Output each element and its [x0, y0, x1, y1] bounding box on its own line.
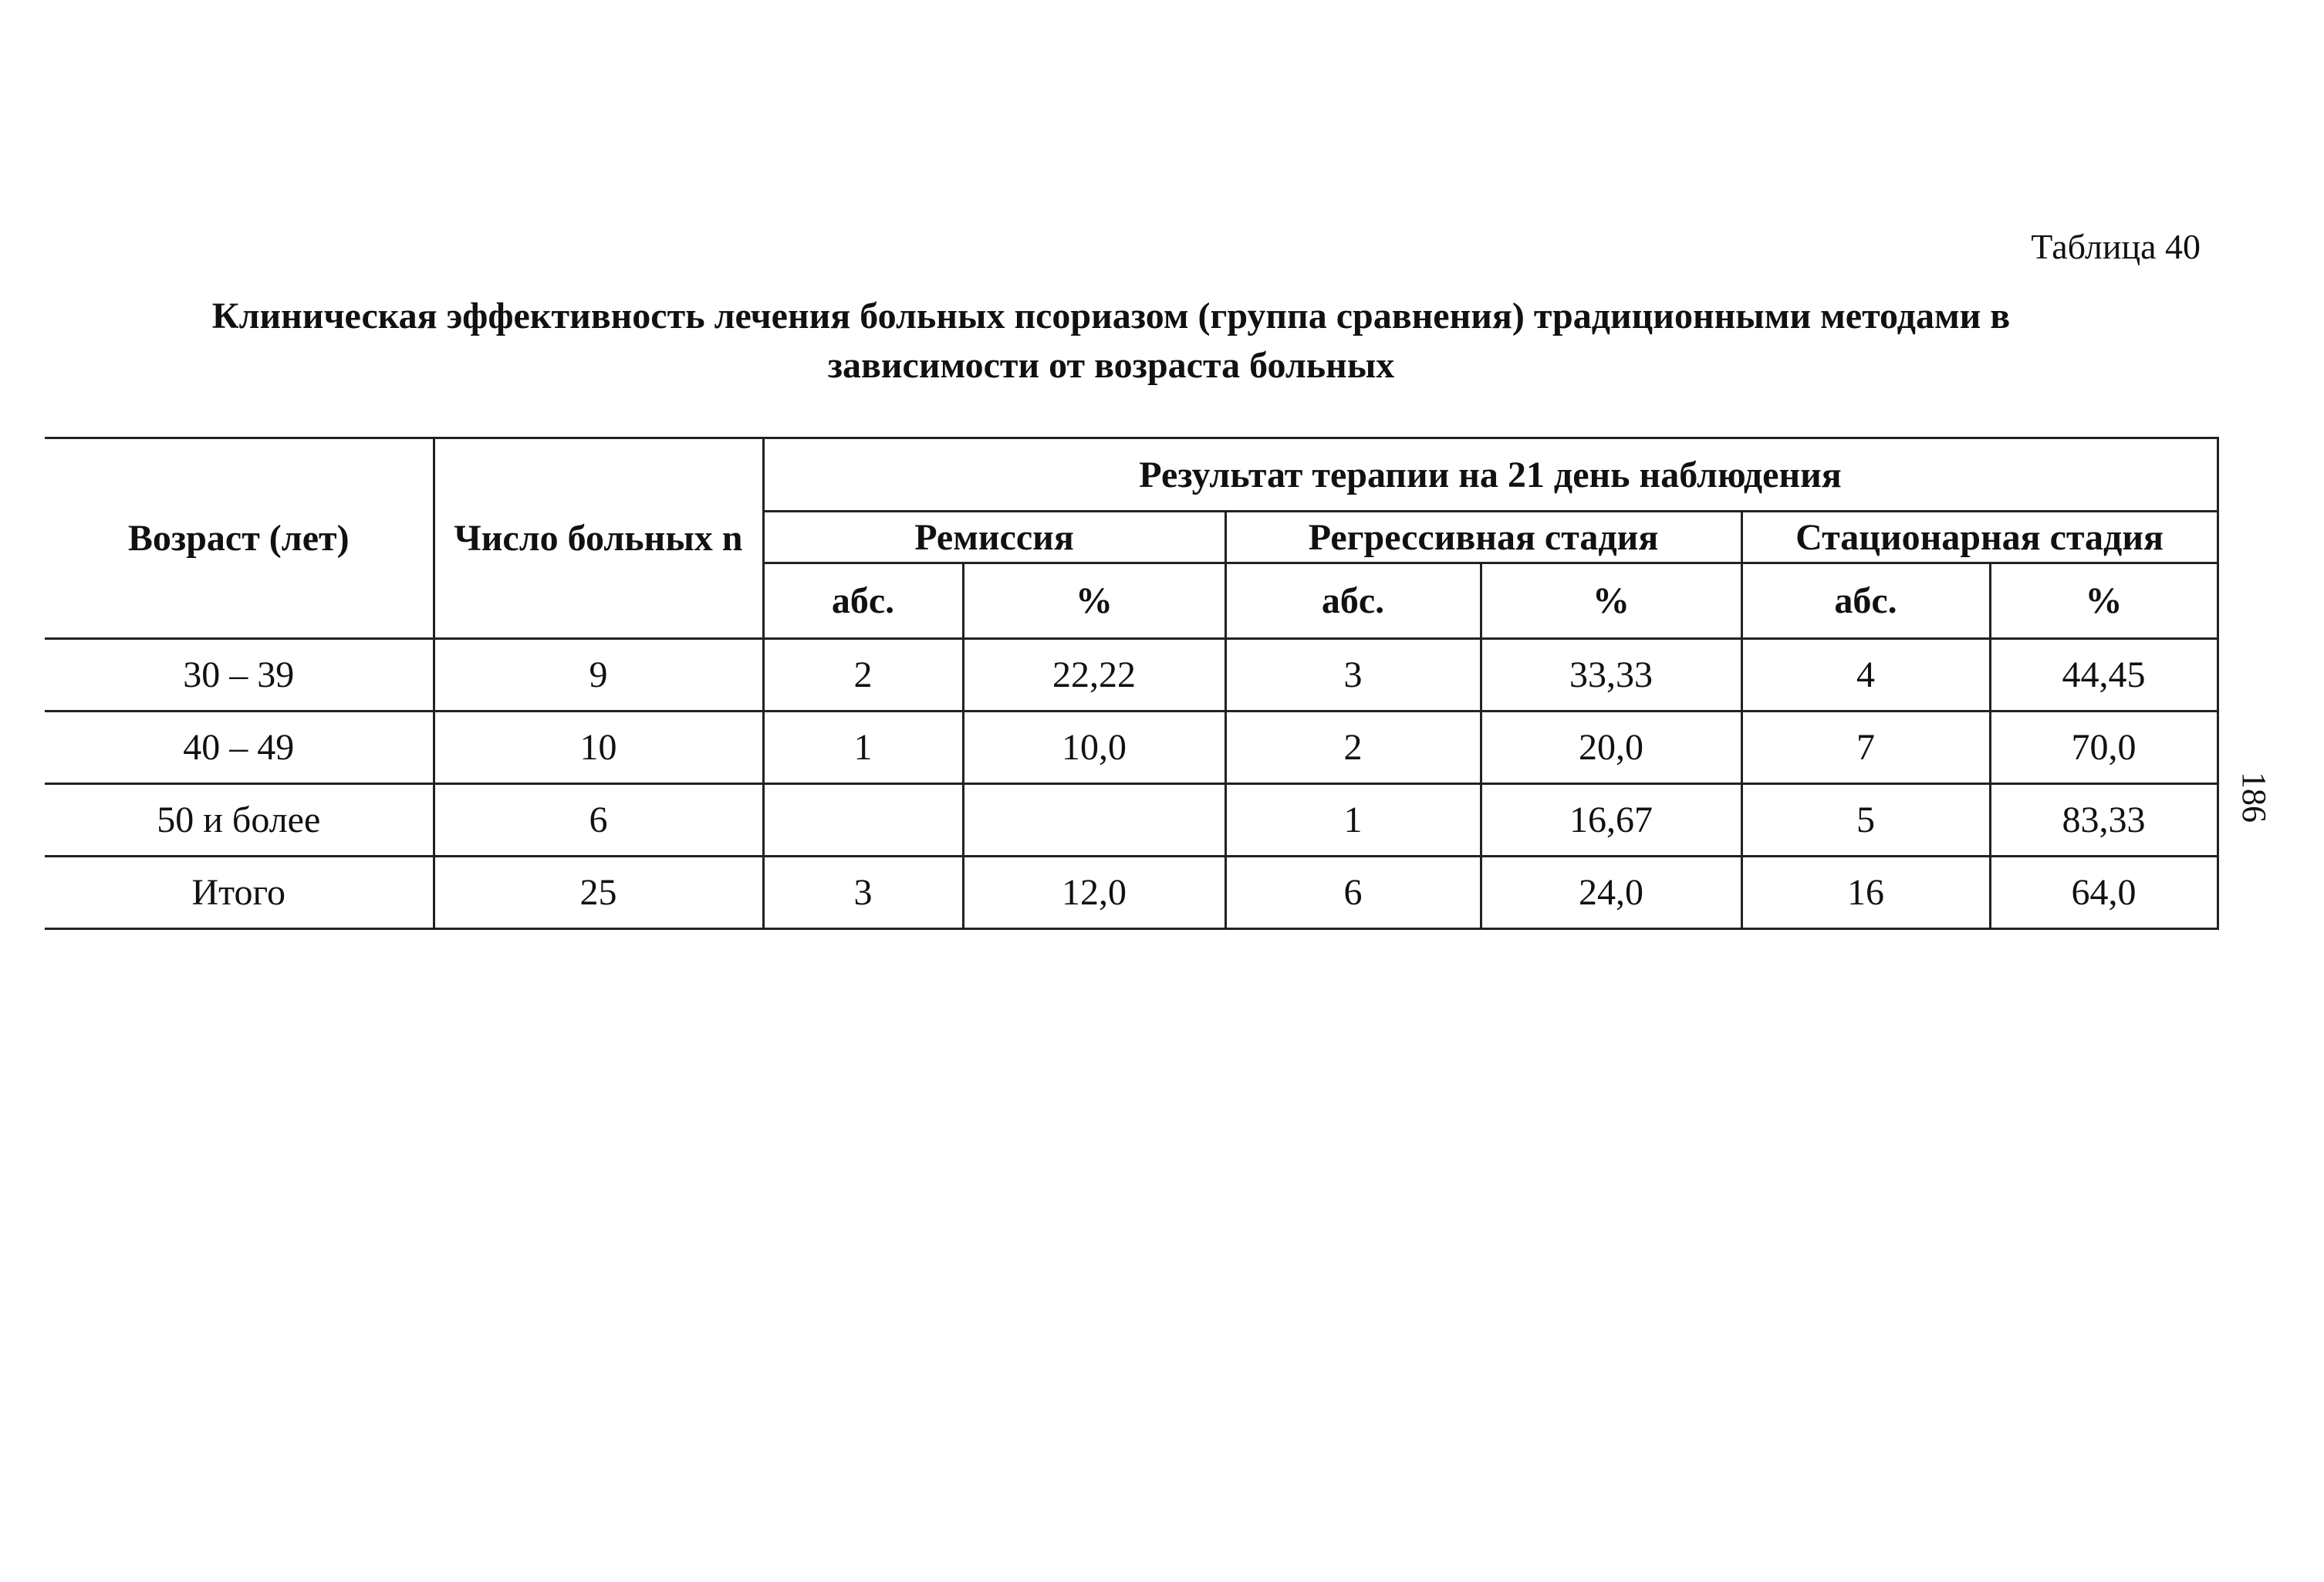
cell-count: 9 — [434, 639, 763, 712]
cell-age: Итого — [45, 857, 434, 929]
cell-age: 30 – 39 — [45, 639, 434, 712]
cell-remission-percent — [963, 784, 1225, 857]
header-regressive: Регрессивная стадия — [1225, 512, 1741, 563]
cell-remission-percent: 22,22 — [963, 639, 1225, 712]
cell-remission-percent: 10,0 — [963, 712, 1225, 784]
table-label: Таблица 40 — [2031, 227, 2201, 266]
cell-regressive-percent: 20,0 — [1481, 712, 1741, 784]
cell-regressive-abs: 6 — [1225, 857, 1481, 929]
subheader-percent: % — [1481, 563, 1741, 639]
page-number: 186 — [2235, 772, 2273, 823]
cell-stationary-abs: 4 — [1741, 639, 1990, 712]
subheader-abs: абс. — [1741, 563, 1990, 639]
cell-regressive-percent: 24,0 — [1481, 857, 1741, 929]
table-row — [45, 639, 2218, 712]
cell-regressive-abs: 2 — [1225, 712, 1481, 784]
cell-remission-abs: 3 — [763, 857, 963, 929]
header-remission: Ремиссия — [763, 512, 1225, 563]
cell-stationary-percent: 70,0 — [1990, 712, 2218, 784]
subheader-abs: абс. — [763, 563, 963, 639]
subheader-percent: % — [963, 563, 1225, 639]
cell-stationary-abs: 7 — [1741, 712, 1990, 784]
cell-stationary-percent: 83,33 — [1990, 784, 2218, 857]
table-title: Клиническая эффективность лечения больных псориазом (группа сравнения) традиционными методами в зависимости от возраста больных — [211, 296, 2011, 386]
cell-count: 25 — [434, 857, 763, 929]
cell-stationary-percent: 44,45 — [1990, 639, 2218, 712]
cell-count: 6 — [434, 784, 763, 857]
cell-remission-abs — [763, 784, 963, 857]
table-row — [45, 712, 2218, 784]
cell-stationary-abs: 16 — [1741, 857, 1990, 929]
cell-remission-percent: 12,0 — [963, 857, 1225, 929]
subheader-percent: % — [1990, 563, 2218, 639]
cell-age: 40 – 49 — [45, 712, 434, 784]
results-table — [45, 437, 2219, 930]
cell-regressive-abs: 1 — [1225, 784, 1481, 857]
header-count: Число больных n — [434, 438, 763, 639]
cell-stationary-percent: 64,0 — [1990, 857, 2218, 929]
cell-age: 50 и более — [45, 784, 434, 857]
subheader-abs: абс. — [1225, 563, 1481, 639]
header-age: Возраст (лет) — [45, 438, 434, 639]
cell-regressive-percent: 33,33 — [1481, 639, 1741, 712]
table-row — [45, 784, 2218, 857]
cell-remission-abs: 2 — [763, 639, 963, 712]
header-stationary: Стационарная стадия — [1741, 512, 2218, 563]
cell-stationary-abs: 5 — [1741, 784, 1990, 857]
cell-count: 10 — [434, 712, 763, 784]
cell-remission-abs: 1 — [763, 712, 963, 784]
cell-regressive-percent: 16,67 — [1481, 784, 1741, 857]
header-result: Результат терапии на 21 день наблюдения — [763, 438, 2218, 512]
cell-regressive-abs: 3 — [1225, 639, 1481, 712]
table-row-total — [45, 857, 2218, 929]
